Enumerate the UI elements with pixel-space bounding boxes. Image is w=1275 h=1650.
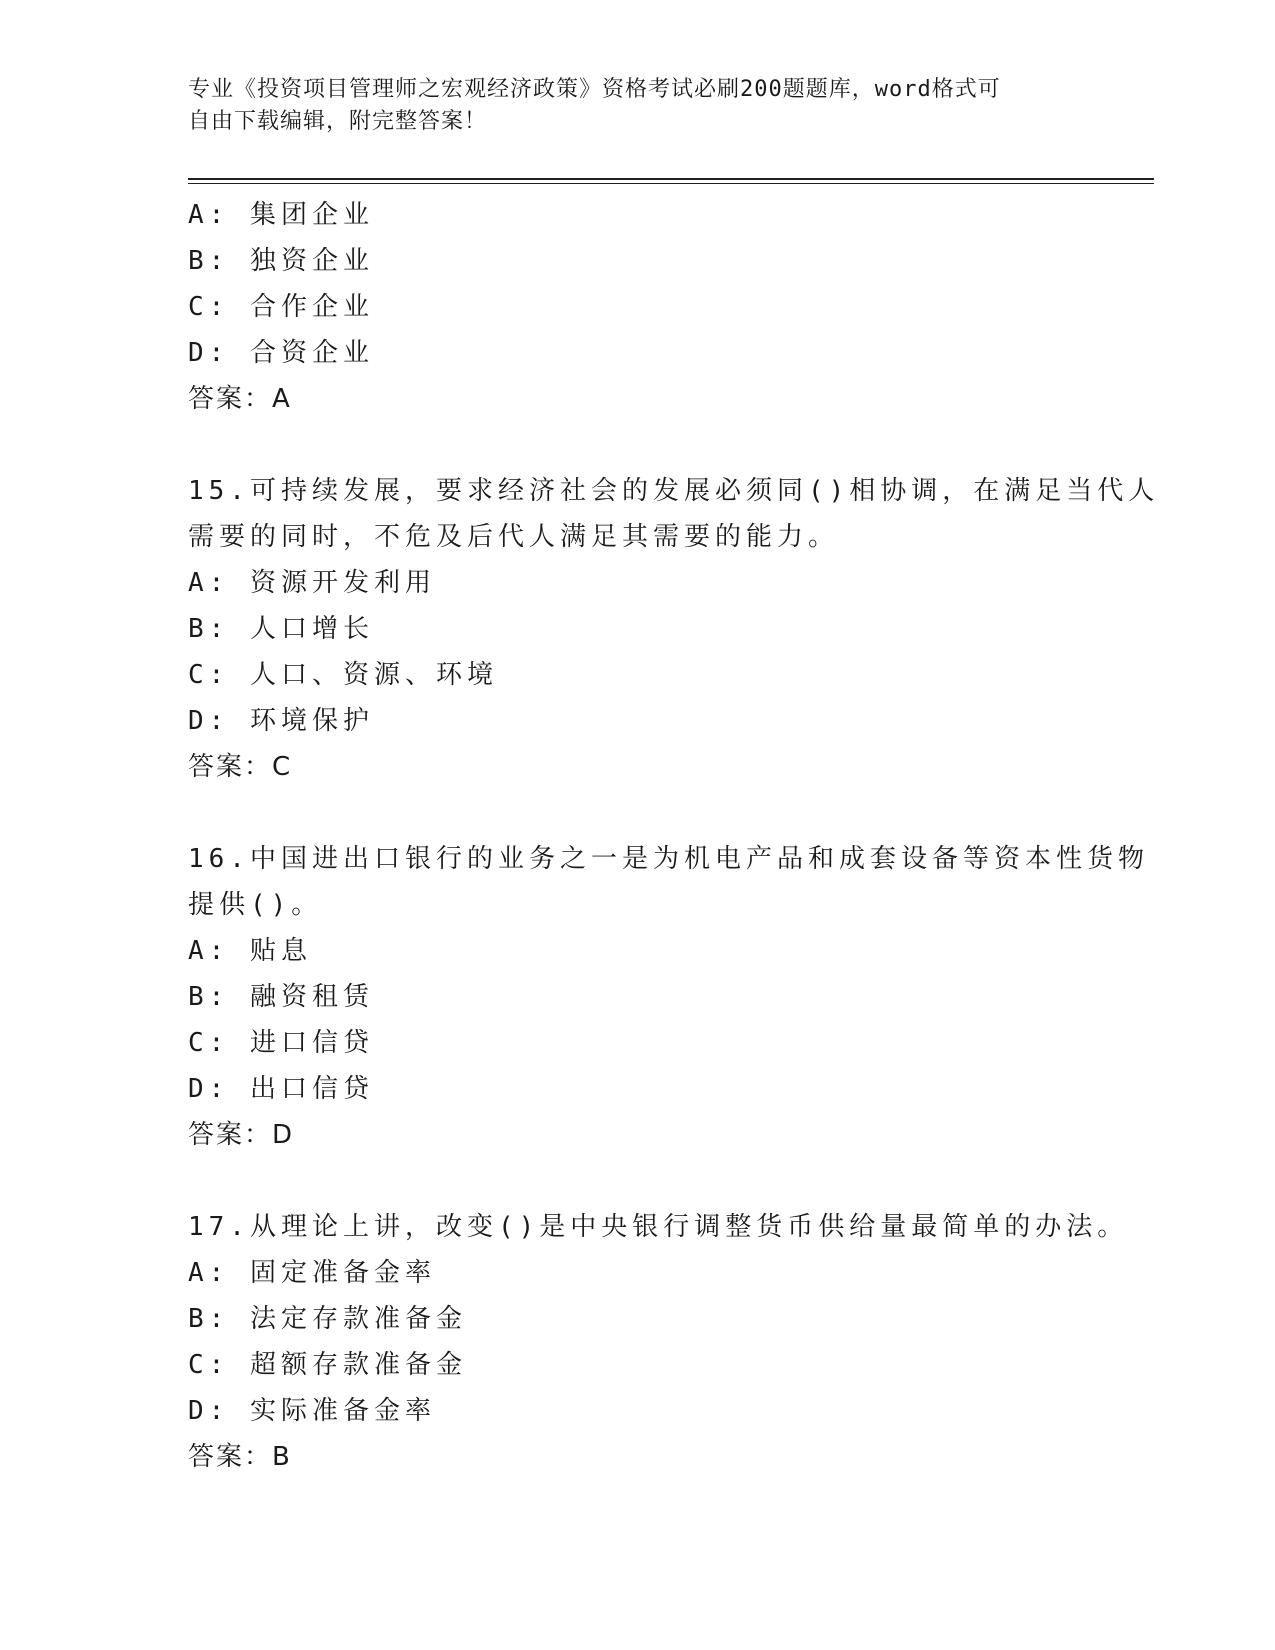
spacer [188, 1158, 1088, 1204]
question-stem-line-1: 15.可持续发展，要求经济社会的发展必须同()相协调，在满足当代人 [188, 476, 1160, 506]
question-list [188, 192, 1160, 1480]
option-c: C: 合作企业 [188, 292, 374, 322]
question-stem-line-2: 提供()。 [188, 890, 323, 920]
option-c: C: 人口、资源、环境 [188, 660, 498, 690]
answer-line: 答案：C [188, 752, 293, 782]
option-d: D: 合资企业 [188, 338, 374, 368]
question-stem-line-1: 17.从理论上讲，改变()是中央银行调整货币供给量最简单的办法。 [188, 1212, 1129, 1242]
answer-line: 答案：B [188, 1442, 292, 1472]
option-d: D: 环境保护 [188, 706, 374, 736]
option-a: A: 贴息 [188, 936, 312, 966]
header-divider-thin [188, 183, 1154, 184]
option-b: B: 独资企业 [188, 246, 374, 276]
option-a: A: 集团企业 [188, 200, 374, 230]
question-stem-line-2: 需要的同时，不危及后代人满足其需要的能力。 [188, 522, 840, 552]
option-b: B: 法定存款准备金 [188, 1304, 467, 1334]
option-c: C: 超额存款准备金 [188, 1350, 467, 1380]
answer-line: 答案：A [188, 384, 292, 414]
header-title-line-1: 专业《投资项目管理师之宏观经济政策》资格考试必刷200题题库，word格式可 [188, 77, 1001, 102]
header-divider-thick [188, 178, 1154, 180]
option-a: A: 资源开发利用 [188, 568, 436, 598]
option-b: B: 人口增长 [188, 614, 374, 644]
option-b: B: 融资租赁 [188, 982, 374, 1012]
option-d: D: 实际准备金率 [188, 1396, 436, 1426]
question-15 [188, 468, 1160, 790]
header-title-line-2: 自由下载编辑，附完整答案！ [188, 109, 488, 134]
question-17 [188, 1204, 1129, 1480]
spacer [188, 422, 1088, 468]
spacer [188, 790, 1088, 836]
question-14 [188, 192, 1088, 422]
option-d: D: 出口信贷 [188, 1074, 374, 1104]
option-c: C: 进口信贷 [188, 1028, 374, 1058]
answer-line: 答案：D [188, 1120, 295, 1150]
option-a: A: 固定准备金率 [188, 1258, 436, 1288]
document-header [188, 74, 1088, 138]
question-stem-line-1: 16.中国进出口银行的业务之一是为机电产品和成套设备等资本性货物 [188, 844, 1149, 874]
question-16 [188, 836, 1149, 1158]
